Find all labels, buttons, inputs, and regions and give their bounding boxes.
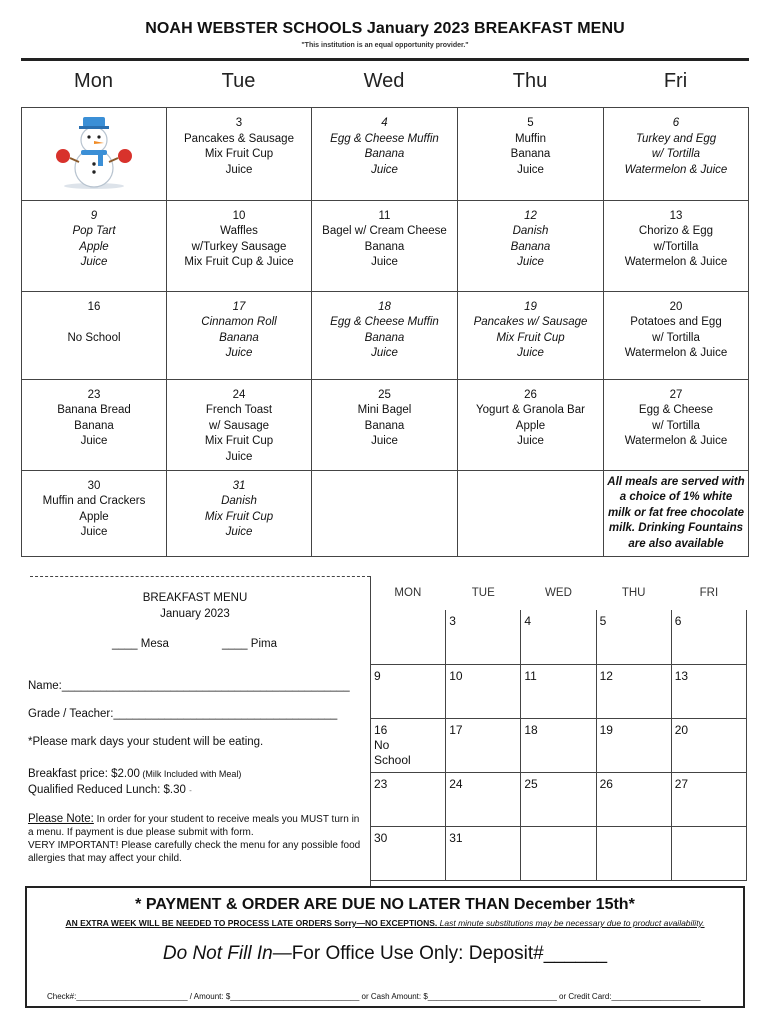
pima-checkbox-line[interactable]: ____ Pima: [222, 638, 277, 650]
menu-item: Bagel w/ Cream Cheese: [322, 225, 447, 237]
menu-day-cell: [167, 291, 312, 379]
menu-item: Mix Fruit Cup: [204, 148, 274, 160]
menu-day-cell: [458, 108, 604, 201]
menu-item: Apple: [515, 419, 546, 432]
menu-item: Juice: [225, 526, 253, 538]
menu-item: Watermelon & Juice: [624, 435, 728, 447]
mesa-checkbox-line[interactable]: ____ Mesa: [112, 638, 169, 650]
menu-item: Banana: [364, 240, 405, 253]
reduced-price: [28, 784, 192, 796]
day-number: 31: [232, 479, 246, 492]
menu-item: Juice: [517, 256, 544, 268]
mini-week-row: [371, 610, 747, 664]
please-note-label: Please Note:: [28, 813, 94, 825]
day-number: 17: [232, 300, 246, 313]
menu-day-cell: [312, 200, 458, 291]
day-number: 30: [87, 479, 101, 492]
please-note-text: In order for your student to receive meals you MUST turn in a menu. If payment is due please submit with form.: [28, 814, 360, 838]
menu-item: Turkey and Egg: [635, 132, 717, 145]
menu-item: Egg & Cheese Muffin: [330, 132, 439, 145]
mini-week-row: [371, 718, 747, 772]
menu-item: Danish: [512, 225, 549, 237]
menu-item: Watermelon & Juice: [624, 347, 728, 359]
name-field[interactable]: Name:_____________________________________________: [28, 680, 350, 692]
menu-item: Egg & Cheese: [638, 404, 714, 416]
form-month: January 2023: [160, 608, 230, 620]
late-orders-text: AN EXTRA WEEK WILL BE NEEDED TO PROCESS LATE ORDERS Sorry—NO EXCEPTIONS.: [65, 918, 438, 928]
menu-item: w/Tortilla: [653, 240, 699, 253]
day-number: 26: [524, 388, 537, 401]
allergy-warning: VERY IMPORTANT! Please carefully check the menu for any possible food allergies that may affect your child.: [28, 840, 361, 864]
menu-day-cell: [458, 291, 604, 379]
mini-day-header: TUE: [446, 576, 521, 610]
menu-item: Pancakes & Sausage: [184, 132, 294, 145]
menu-item: Waffles: [220, 225, 258, 237]
menu-title: NOAH WEBSTER SCHOOLS January 2023 BREAKFAST MENU: [145, 20, 625, 37]
milk-note-text: All meals are served with a choice of 1% white milk or fat free chocolate milk. Drinking Fountains are also available: [607, 475, 745, 550]
day-header-tue: Tue: [221, 70, 256, 92]
form-title: [30, 590, 360, 622]
day-number: 4: [381, 117, 388, 129]
menu-item: Juice: [80, 526, 108, 538]
day-number: 27: [669, 388, 683, 401]
price-note: (Milk Included with Meal): [139, 769, 242, 779]
day-number: 6: [672, 117, 680, 129]
day-checkbox-cell: [371, 610, 446, 664]
day-checkbox-cell: [671, 826, 746, 880]
day-checkbox-cell[interactable]: 11: [521, 664, 596, 718]
equal-opportunity-note: "This institution is an equal opportunity provider.": [301, 42, 469, 49]
menu-item: Yogurt & Granola Bar: [476, 404, 585, 416]
menu-item: French Toast: [205, 404, 273, 416]
snowman-icon: [46, 112, 142, 190]
menu-day-cell: [22, 470, 167, 556]
day-number: 16: [87, 300, 101, 313]
day-checkbox-cell[interactable]: 24: [446, 772, 521, 826]
menu-day-cell: [604, 291, 749, 379]
mini-week-row: [371, 826, 747, 880]
menu-item: w/ Tortilla: [652, 331, 700, 344]
office-use-italic: Do Not Fill In: [162, 943, 273, 964]
menu-day-cell: [167, 108, 312, 201]
day-number: 23: [87, 388, 101, 401]
menu-day-cell: [22, 291, 167, 379]
menu-item: Banana: [364, 331, 405, 344]
day-checkbox-cell: [596, 826, 671, 880]
menu-item: Potatoes and Egg: [630, 316, 722, 328]
day-number: 11: [378, 209, 391, 222]
form-title-text: BREAKFAST MENU: [142, 592, 248, 604]
day-checkbox-cell[interactable]: 27: [671, 772, 746, 826]
day-number: 18: [378, 300, 391, 313]
office-use-rest: —For Office Use Only: Deposit#______: [272, 943, 608, 964]
menu-item: Muffin: [514, 132, 547, 145]
day-number: 19: [524, 300, 537, 313]
menu-item: Apple: [79, 240, 109, 253]
mini-week-row: [371, 772, 747, 826]
mini-week-row: [371, 664, 747, 718]
day-checkbox-cell[interactable]: 10: [446, 664, 521, 718]
day-checkbox-cell[interactable]: 4: [521, 610, 596, 664]
menu-item: No School: [67, 331, 121, 344]
menu-item: Mini Bagel: [357, 404, 412, 416]
menu-item: w/Turkey Sausage: [191, 240, 287, 253]
day-checkbox-cell[interactable]: 23: [371, 772, 446, 826]
calendar-week: [22, 379, 749, 470]
mini-day-header: MON: [371, 576, 446, 610]
menu-item: Mix Fruit Cup & Juice: [184, 256, 294, 268]
snowman-cell: [22, 108, 167, 201]
payment-box: [25, 886, 745, 1008]
day-checkbox-cell[interactable]: 12: [596, 664, 671, 718]
day-checkbox-cell[interactable]: 20: [671, 718, 746, 772]
menu-day-cell: [22, 379, 167, 470]
menu-day-cell: [312, 108, 458, 201]
menu-item: Muffin and Crackers: [42, 495, 146, 507]
menu-item: Juice: [225, 163, 253, 176]
day-number: 25: [378, 388, 391, 401]
grade-teacher-field[interactable]: Grade / Teacher:___________________________________: [28, 708, 338, 720]
menu-item: Chorizo & Egg: [638, 225, 714, 237]
menu-item: w/ Sausage: [208, 419, 270, 432]
payment-due-notice: * PAYMENT & ORDER ARE DUE NO LATER THAN December 15th*: [135, 896, 635, 913]
menu-item: Mix Fruit Cup: [204, 510, 274, 523]
day-number: 24: [232, 388, 246, 401]
reduced-price-text: Qualified Reduced Lunch: $.30: [28, 784, 186, 796]
mini-header-row: [371, 576, 747, 610]
payment-fields-line[interactable]: Check#:_________________________ / Amount: $_____________________________ or Cash Amount: $_____________________________ or Credit Card:____________________: [47, 992, 701, 1001]
menu-day-cell: [167, 200, 312, 291]
menu-item: Juice: [225, 347, 253, 359]
mark-days-instruction: *Please mark days your student will be eating.: [28, 736, 264, 748]
price-label: Breakfast price: $2.00: [28, 768, 140, 780]
menu-item: Watermelon & Juice: [624, 256, 728, 268]
menu-day-cell: [458, 470, 604, 556]
day-header-fri: Fri: [663, 70, 688, 92]
calendar-week: [22, 200, 749, 291]
calendar-week: [22, 108, 749, 201]
please-note: [28, 813, 364, 839]
menu-item: Juice: [80, 435, 108, 447]
menu-item: Juice: [225, 450, 253, 463]
cut-line: [30, 576, 370, 577]
day-checkbox-cell[interactable]: 25: [521, 772, 596, 826]
day-checkbox-cell[interactable]: 26: [596, 772, 671, 826]
menu-day-cell: [458, 200, 604, 291]
menu-item: Cinnamon Roll: [201, 316, 277, 328]
day-header-wed: Wed: [363, 70, 405, 92]
day-selection-grid: [370, 576, 747, 881]
day-number: 13: [669, 209, 683, 222]
day-number: 3: [235, 117, 243, 129]
substitution-text: Last minute substitutions may be necessary due to product availability.: [437, 918, 705, 928]
day-number: 10: [232, 209, 246, 222]
day-checkbox-cell[interactable]: 16 No School: [371, 718, 446, 772]
mini-day-header: WED: [521, 576, 596, 610]
menu-day-cell: [458, 379, 604, 470]
menu-day-cell: [167, 379, 312, 470]
menu-item: Banana: [74, 419, 114, 432]
day-checkbox-cell[interactable]: 17: [446, 718, 521, 772]
menu-day-cell: [167, 470, 312, 556]
breakfast-price: [28, 768, 241, 780]
menu-day-cell: [312, 470, 458, 556]
menu-item: Juice: [517, 163, 544, 176]
day-checkbox-cell[interactable]: 31: [446, 826, 521, 880]
menu-calendar: [21, 107, 749, 557]
menu-item: Juice: [371, 435, 398, 447]
menu-day-cell: [604, 379, 749, 470]
title-rule: [21, 58, 749, 61]
day-checkbox-cell[interactable]: 3: [446, 610, 521, 664]
menu-item: Mix Fruit Cup: [204, 435, 274, 447]
menu-item: Danish: [221, 495, 257, 507]
day-number: 9: [90, 209, 98, 222]
day-number: 20: [669, 300, 683, 313]
day-checkbox-cell[interactable]: 18: [521, 718, 596, 772]
mini-day-header: FRI: [671, 576, 746, 610]
menu-item: Banana: [364, 419, 405, 432]
calendar-week: [22, 470, 749, 556]
day-checkbox-cell[interactable]: 5: [596, 610, 671, 664]
menu-day-cell: [312, 379, 458, 470]
menu-item: Watermelon & Juice: [624, 163, 728, 176]
office-use-line: [27, 943, 743, 965]
calendar-week: [22, 291, 749, 379]
menu-item: Pancakes w/ Sausage: [473, 316, 588, 328]
menu-day-cell: [22, 200, 167, 291]
menu-item: Juice: [80, 256, 108, 268]
day-number: 12: [524, 209, 537, 222]
menu-item: Banana: [510, 148, 551, 160]
day-checkbox-cell[interactable]: 19: [596, 718, 671, 772]
menu-item: Juice: [371, 163, 398, 176]
menu-day-cell: [604, 200, 749, 291]
menu-item: Banana: [219, 331, 259, 344]
menu-item: Pop Tart: [72, 225, 116, 237]
menu-item: w/ Tortilla: [652, 419, 700, 432]
reduced-price-mark: -: [189, 786, 192, 795]
menu-day-cell: [604, 108, 749, 201]
day-header-thu: Thu: [512, 70, 548, 92]
day-checkbox-cell[interactable]: 30: [371, 826, 446, 880]
day-header-mon: Mon: [74, 70, 113, 92]
menu-item: Banana Bread: [57, 404, 131, 416]
mini-day-header: THU: [596, 576, 671, 610]
menu-item: Juice: [517, 435, 544, 447]
menu-day-cell: [312, 291, 458, 379]
menu-item: Mix Fruit Cup: [496, 331, 565, 344]
menu-item: Apple: [79, 510, 109, 523]
menu-item: Juice: [371, 256, 398, 268]
day-checkbox-cell[interactable]: 9: [371, 664, 446, 718]
day-checkbox-cell[interactable]: 6: [671, 610, 746, 664]
day-checkbox-cell: [521, 826, 596, 880]
day-checkbox-cell[interactable]: 13: [671, 664, 746, 718]
milk-note: [604, 470, 749, 556]
menu-item: Egg & Cheese Muffin: [330, 316, 439, 328]
day-number: 5: [527, 117, 534, 129]
menu-item: Juice: [517, 347, 544, 359]
menu-item: Banana: [510, 240, 551, 253]
menu-item: Juice: [371, 347, 398, 359]
menu-item: [25, 315, 163, 331]
menu-item: w/ Tortilla: [651, 148, 701, 160]
late-orders-notice: [27, 918, 743, 928]
menu-item: Banana: [364, 148, 405, 160]
